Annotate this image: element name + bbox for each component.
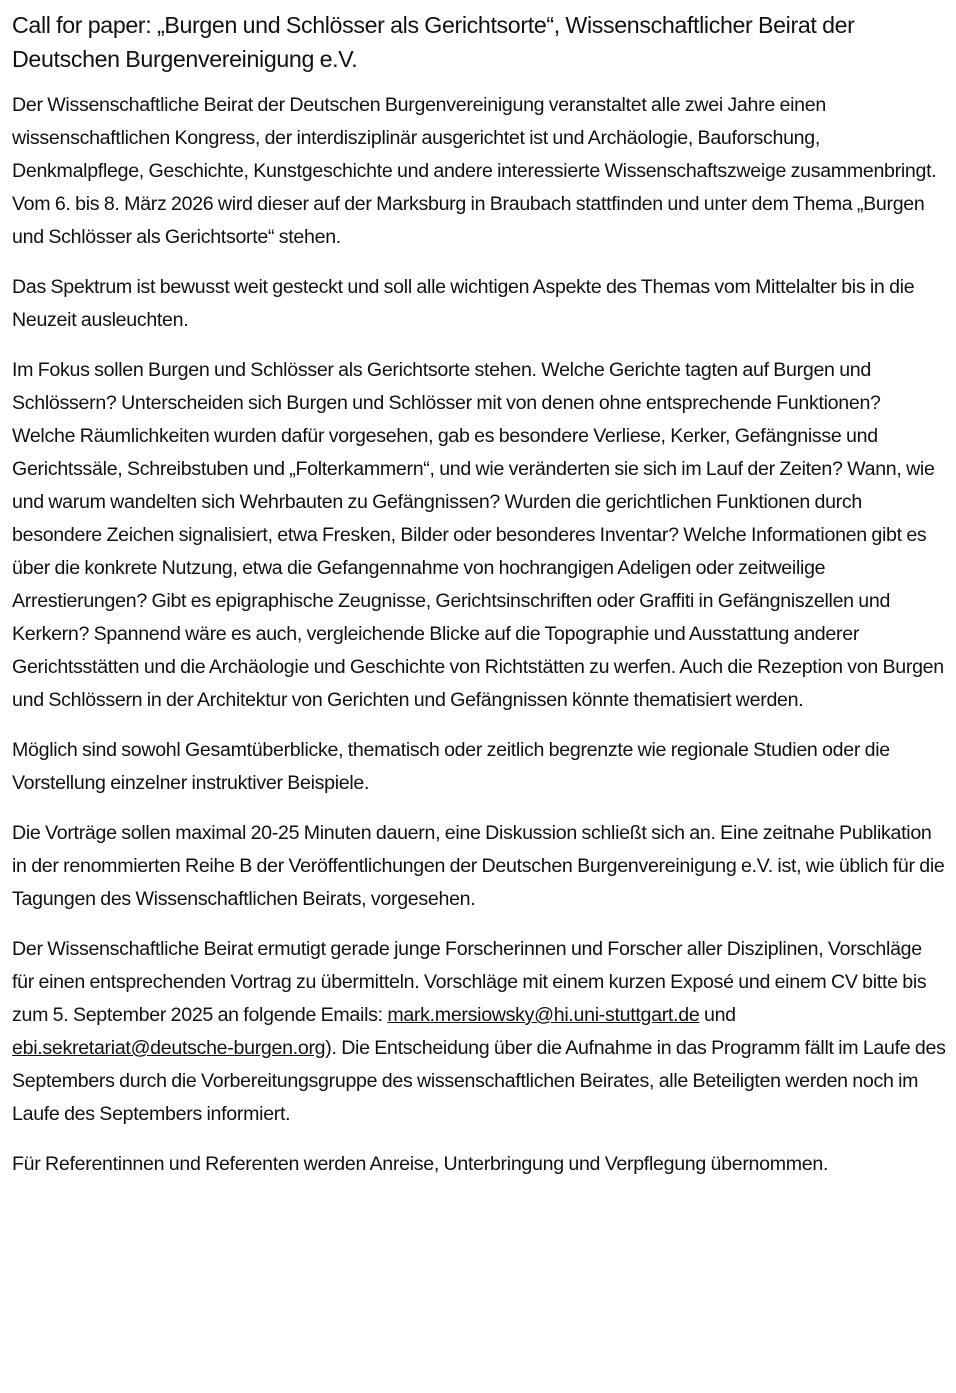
- submission-outro-text: ). Die Entscheidung über die Aufnahme in das Programm fällt im Laufe des Septembers durch die Vorbereitungsgruppe des wissenschaftlichen Beirates, alle Beteiligten werden noch im Laufe des Septembers informiert.: [12, 1037, 946, 1125]
- paragraph-talks-publication: Die Vorträge sollen maximal 20-25 Minuten dauern, eine Diskussion schließt sich an. Eine zeitnahe Publikation in der renommierten Reihe B der Veröffentlichungen der Deutschen Burgenvereinigung e.V. ist, wie üblich für die Tagungen des Wissenschaftlichen Beirats, vorgesehen.: [12, 822, 945, 910]
- paragraph-formats: Möglich sind sowohl Gesamtüberblicke, thematisch oder zeitlich begrenzte wie regionale Studien oder die Vorstellung einzelner instruktiver Beispiele.: [12, 739, 890, 794]
- paragraph-intro: Der Wissenschaftliche Beirat der Deutschen Burgenvereinigung veranstaltet alle zwei Jahre einen wissenschaftlichen Kongress, der interdisziplinär ausgerichtet ist und Archäologie, Bauforschung, Denkmalpflege, Geschichte, Kunstgeschichte und andere interessierte Wissenschaftszweige zusammenbringt. Vom 6. bis 8. März 2026 wird dieser auf der Marksburg in Braubach stattfinden und unter dem Thema „Burgen und Schlösser als Gerichtsorte“ stehen.: [12, 94, 937, 248]
- submission-intro-text: Der Wissenschaftliche Beirat ermutigt gerade junge Forscherinnen und Forscher aller Disziplinen, Vorschläge für einen entsprechenden Vortrag zu übermitteln. Vorschläge mit einem kurzen Exposé und einem CV bitte bis zum 5. September 2025 an folgende Emails:: [12, 938, 927, 1026]
- email-link-sekretariat[interactable]: ebi.sekretariat@deutsche-burgen.org: [12, 1037, 326, 1059]
- paragraph-submission: [12, 933, 948, 1131]
- paragraph-scope: Das Spektrum ist bewusst weit gesteckt und soll alle wichtigen Aspekte des Themas vom Mittelalter bis in die Neuzeit ausleuchten.: [12, 276, 915, 331]
- paragraph-focus-questions: Im Fokus sollen Burgen und Schlösser als Gerichtsorte stehen. Welche Gerichte tagten auf Burgen und Schlössern? Unterscheiden sich Burgen und Schlösser mit von denen ohne entsprechende Funktionen? Welche Räumlichkeiten wurden dafür vorgesehen, gab es besondere Verliese, Kerker, Gefängnisse und Gerichtssäle, Schreibstuben und „Folterkammern“, und wie veränderten sie sich im Lauf der Zeiten? Wann, wie und warum wandelten sich Wehrbauten zu Gefängnissen? Wurden die gerichtlichen Funktionen durch besondere Zeichen signalisiert, etwa Fresken, Bilder oder besonderes Inventar? Welche Informationen gibt es über die konkrete Nutzung, etwa die Gefangennahme von hochrangigen Adeligen oder zeitweilige Arrestierungen? Gibt es epigraphische Zeugnisse, Gerichtsinschriften oder Graffiti in Gefängniszellen und Kerkern? Spannend wäre es auch, vergleichende Blicke auf die Topographie und Ausstattung anderer Gerichtsstätten und die Archäologie und Geschichte von Richtstätten zu werfen. Auch die Rezeption von Burgen und Schlössern in der Architektur von Gerichten und Gefängnissen könnte thematisiert werden.: [12, 359, 944, 711]
- submission-connector-text: und: [699, 1004, 736, 1026]
- email-link-mersiowsky[interactable]: mark.mersiowsky@hi.uni-stuttgart.de: [387, 1004, 700, 1026]
- document-title: Call for paper: „Burgen und Schlösser als Gerichtsorte“, Wissenschaftlicher Beirat der Deutschen Burgenvereinigung e.V.: [12, 12, 855, 72]
- paragraph-travel-costs: Für Referentinnen und Referenten werden Anreise, Unterbringung und Verpflegung übernommen.: [12, 1153, 829, 1175]
